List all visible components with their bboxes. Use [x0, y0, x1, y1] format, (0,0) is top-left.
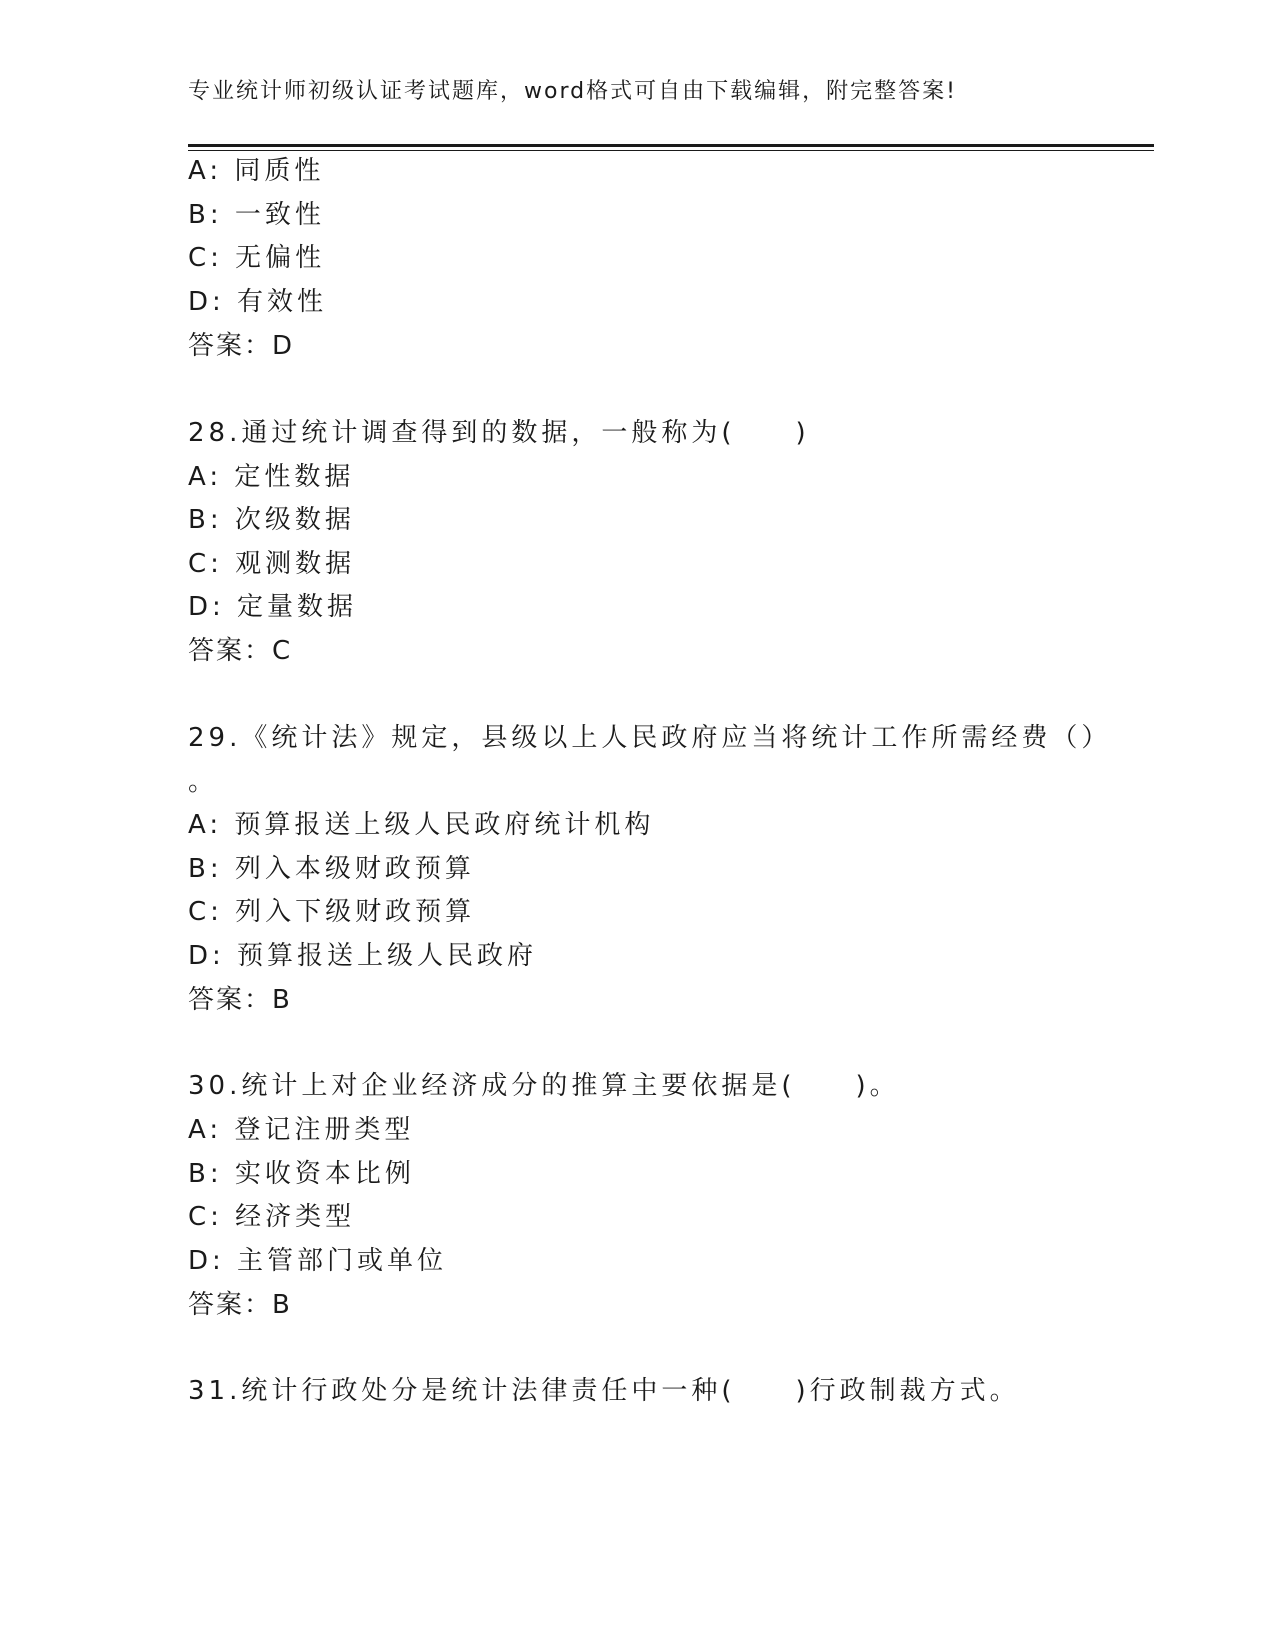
- option-b: B: 实收资本比例: [188, 1159, 415, 1189]
- option-a: A: 登记注册类型: [188, 1115, 415, 1145]
- answer-value: D: [272, 331, 293, 361]
- answer-line: [188, 1288, 290, 1322]
- answer-value: C: [272, 636, 291, 666]
- answer-label: 答案：: [188, 1290, 273, 1320]
- question-29-stem-continued: 。: [188, 767, 219, 797]
- answer-value: B: [272, 1290, 290, 1320]
- question-29-stem: 29.《统计法》规定，县级以上人民政府应当将统计工作所需经费（）: [188, 723, 1112, 753]
- document-header: 专业统计师初级认证考试题库，word格式可自由下载编辑，附完整答案!: [188, 79, 957, 104]
- question-30-stem: 30.统计上对企业经济成分的推算主要依据是( )。: [188, 1071, 900, 1101]
- option-c: C: 列入下级财政预算: [188, 897, 476, 927]
- option-c: C: 无偏性: [188, 243, 326, 273]
- option-d: D: 有效性: [188, 287, 328, 317]
- answer-label: 答案：: [188, 636, 273, 666]
- option-b: B: 一致性: [188, 200, 325, 230]
- option-a: A: 定性数据: [188, 462, 355, 492]
- answer-line: [188, 983, 290, 1017]
- option-d: D: 预算报送上级人民政府: [188, 941, 538, 971]
- answer-line: [188, 634, 290, 668]
- option-c: C: 经济类型: [188, 1202, 356, 1232]
- option-a: A: 预算报送上级人民政府统计机构: [188, 810, 655, 840]
- question-31-stem: 31.统计行政处分是统计法律责任中一种( )行政制裁方式。: [188, 1376, 1020, 1406]
- answer-value: B: [272, 985, 290, 1015]
- option-c: C: 观测数据: [188, 549, 356, 579]
- option-d: D: 主管部门或单位: [188, 1246, 448, 1276]
- answer-label: 答案：: [188, 331, 273, 361]
- option-b: B: 列入本级财政预算: [188, 854, 475, 884]
- option-d: D: 定量数据: [188, 592, 358, 622]
- option-a: A: 同质性: [188, 156, 325, 186]
- answer-line: [188, 329, 292, 363]
- header-rule-thick: [188, 144, 1154, 147]
- question-28-stem: 28.通过统计调查得到的数据，一般称为( ): [188, 418, 810, 448]
- option-b: B: 次级数据: [188, 505, 355, 535]
- answer-label: 答案：: [188, 985, 273, 1015]
- header-rule-thin: [188, 150, 1154, 151]
